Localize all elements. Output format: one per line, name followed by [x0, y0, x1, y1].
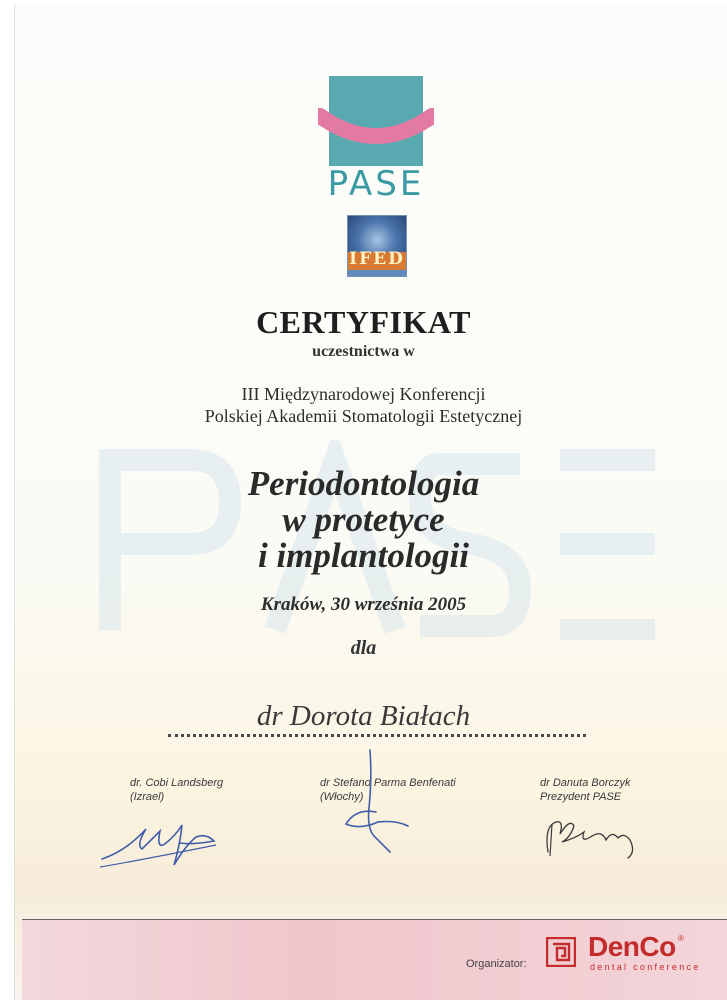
topic-line3: i implantologii — [257, 536, 469, 575]
organizer-label: Organizator: — [466, 958, 527, 970]
pase-logo-text: PASE — [327, 164, 425, 204]
signature-2-icon — [336, 748, 416, 863]
denco-brand-subtitle: dental conference — [590, 962, 701, 972]
signature-3-icon — [540, 812, 650, 862]
denco-registered-mark: ® — [678, 934, 684, 943]
signatory-1-name: dr. Cobi Landsberg — [130, 777, 224, 789]
signature-1-icon — [96, 815, 226, 875]
certificate-title: CERTYFIKAT — [256, 304, 471, 340]
signatory-3-name: dr Danuta Borczyk — [540, 777, 631, 789]
place-date: Kraków, 30 września 2005 — [260, 594, 467, 615]
signatory-3-detail: Prezydent PASE — [540, 791, 622, 803]
certificate-subtitle: uczestnictwa w — [312, 343, 415, 360]
signatory-2-detail: (Włochy) — [320, 791, 364, 803]
ifed-subband — [348, 270, 406, 276]
recipient-dotted-line — [168, 734, 586, 737]
recipient-name: dr Dorota Białach — [256, 700, 471, 732]
for-label: dla — [350, 637, 377, 659]
denco-maze-icon — [546, 937, 576, 967]
signatory-1-detail: (Izrael) — [130, 791, 165, 803]
denco-brand-name: DenCo — [588, 931, 676, 962]
topic-line1: Periodontologia — [247, 464, 480, 503]
signatory-2-name: dr Stefano Parma Benfenati — [320, 777, 456, 789]
signatory-1 — [130, 776, 223, 804]
signatory-3 — [540, 776, 630, 804]
ifed-logo — [347, 215, 407, 277]
conference-name-line1: III Międzynarodowej Konferencji — [241, 384, 486, 404]
pase-smile-icon — [318, 100, 434, 150]
ifed-logo-text: IFED — [349, 249, 405, 269]
conference-name-line2: Polskiej Akademii Stomatologii Estetycznej — [204, 406, 523, 426]
topic-line2: w protetyce — [282, 500, 445, 539]
